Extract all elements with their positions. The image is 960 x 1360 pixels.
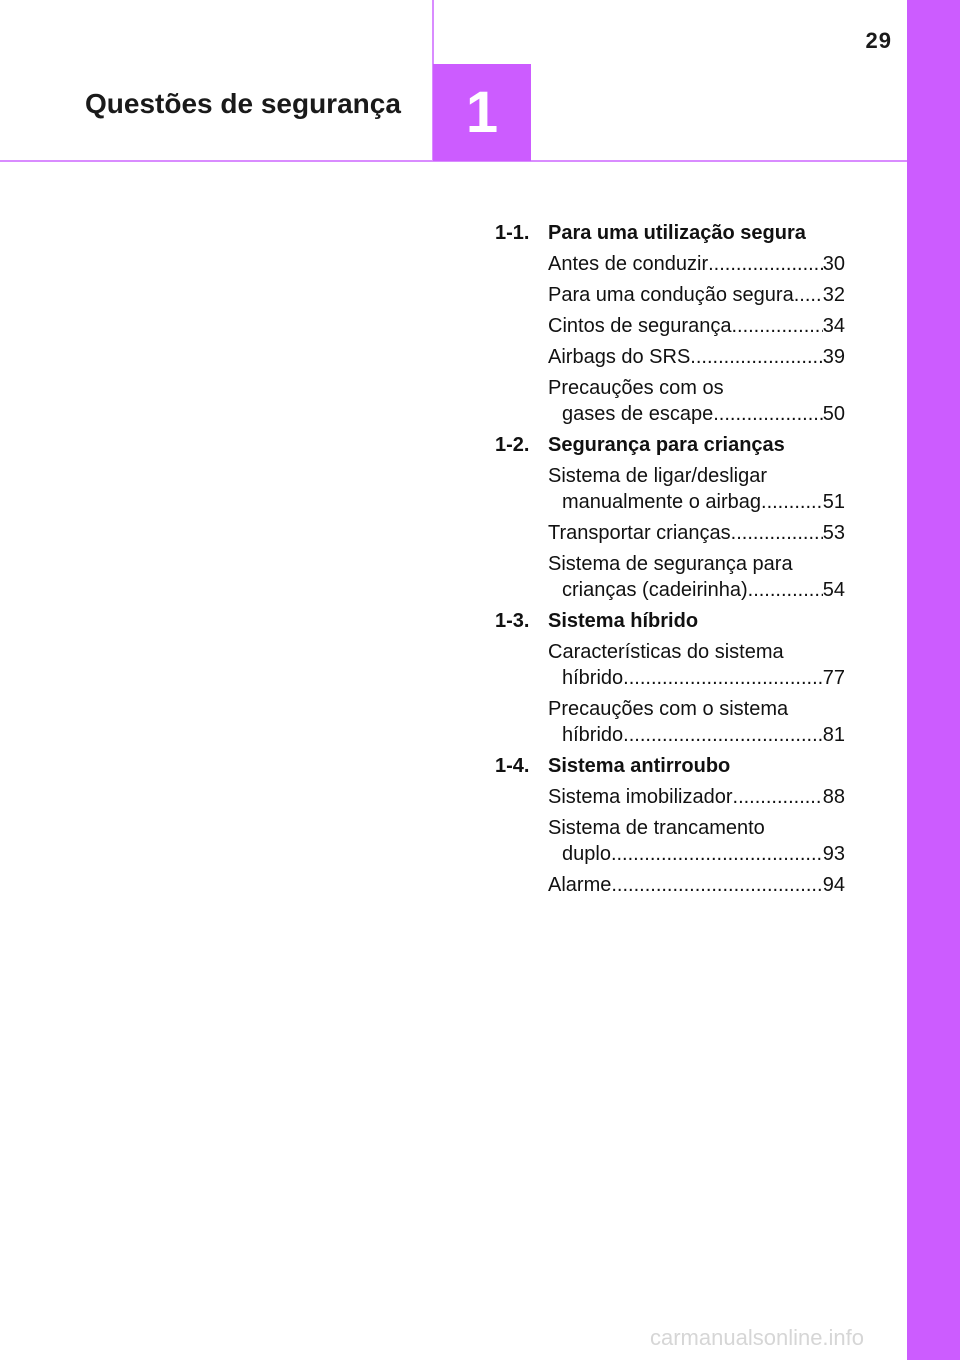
- toc-entry-title: gases de escape: [562, 403, 714, 425]
- toc-entry-page-number: 88: [822, 786, 845, 808]
- toc-entry-page-number: 50: [822, 403, 845, 425]
- toc-entry-page-number: 77: [822, 667, 845, 689]
- toc-entry-line: [548, 463, 845, 489]
- toc-section-heading[interactable]: [495, 220, 845, 246]
- toc-entry-line: [548, 401, 845, 427]
- toc-entry-title: híbrido: [562, 667, 624, 689]
- toc-section-number: 1-3.: [495, 610, 530, 632]
- toc-section-number: 1-2.: [495, 434, 530, 456]
- toc-entry-page-number: 51: [822, 491, 845, 513]
- toc-entry-title: Precauções com o sistema: [548, 698, 789, 720]
- toc-entry-line: [548, 551, 845, 577]
- dot-leader: [713, 401, 823, 427]
- toc-entry-line: [548, 344, 845, 370]
- toc-entry[interactable]: [548, 313, 845, 339]
- toc-entry-line: [548, 375, 845, 401]
- toc-entry-title: Airbags do SRS: [548, 346, 691, 368]
- toc-entry-title: crianças (cadeirinha): [562, 579, 748, 601]
- toc-entry-line: [548, 815, 845, 841]
- toc-entry-page-number: 30: [822, 253, 845, 275]
- toc-entry-page-number: 54: [822, 579, 845, 601]
- dot-leader: [623, 665, 823, 691]
- toc-entry-line: [548, 577, 845, 603]
- toc-section: [495, 753, 845, 898]
- toc-section-title: Sistema antirroubo: [548, 755, 731, 777]
- toc-entry-title: manualmente o airbag: [562, 491, 762, 513]
- dot-leader: [731, 520, 823, 546]
- chapter-number: 1: [465, 80, 499, 145]
- toc-entry[interactable]: [548, 375, 845, 427]
- dot-leader: [623, 722, 823, 748]
- toc-entry-title: Precauções com os: [548, 377, 724, 399]
- dot-leader: [733, 784, 823, 810]
- toc-section: [495, 608, 845, 748]
- toc-entry-line: [548, 841, 845, 867]
- toc-entry-line: [548, 313, 845, 339]
- toc-entry-page-number: 94: [822, 874, 845, 896]
- toc-entry[interactable]: [548, 551, 845, 603]
- toc-entry-page-number: 39: [822, 346, 845, 368]
- chapter-side-tab: [907, 0, 960, 1360]
- toc-entry-line: [548, 784, 845, 810]
- table-of-contents: [495, 220, 845, 903]
- toc-entry-line: [548, 520, 845, 546]
- toc-section-heading[interactable]: [495, 753, 845, 779]
- toc-entry-line: [548, 251, 845, 277]
- toc-entry-page-number: 32: [822, 284, 845, 306]
- toc-entry-page-number: 34: [822, 315, 845, 337]
- dot-leader: [611, 872, 822, 898]
- dot-leader: [748, 577, 823, 603]
- toc-section: [495, 432, 845, 603]
- toc-entry[interactable]: [548, 815, 845, 867]
- toc-entry-title: Sistema de ligar/desligar: [548, 465, 767, 487]
- toc-entry-title: duplo: [562, 843, 611, 865]
- toc-section-title: Sistema híbrido: [548, 610, 699, 632]
- toc-entry-line: [548, 489, 845, 515]
- toc-entry[interactable]: [548, 639, 845, 691]
- toc-entry-line: [548, 696, 845, 722]
- toc-entry[interactable]: [548, 784, 845, 810]
- toc-entry-line: [548, 722, 845, 748]
- toc-entry[interactable]: [548, 251, 845, 277]
- toc-section: [495, 220, 845, 427]
- toc-entry-line: [548, 639, 845, 665]
- toc-section-title: Segurança para crianças: [548, 434, 785, 456]
- toc-entry-title: híbrido: [562, 724, 624, 746]
- toc-entry-title: Características do sistema: [548, 641, 784, 663]
- toc-entry[interactable]: [548, 696, 845, 748]
- toc-entry-title: Cintos de segurança: [548, 315, 732, 337]
- dot-leader: [731, 313, 822, 339]
- toc-section-heading[interactable]: [495, 608, 845, 634]
- toc-entry-line: [548, 282, 845, 308]
- page-number: 29: [865, 28, 892, 53]
- dot-leader: [611, 841, 823, 867]
- toc-entry-line: [548, 665, 845, 691]
- toc-entry-title: Sistema imobilizador: [548, 786, 733, 808]
- toc-entry-title: Sistema de segurança para: [548, 553, 793, 575]
- toc-entry[interactable]: [548, 520, 845, 546]
- chapter-title: Questões de segurança: [85, 88, 401, 119]
- toc-entry-title: Sistema de trancamento: [548, 817, 765, 839]
- toc-entry-list: [548, 784, 845, 898]
- toc-entry-page-number: 93: [822, 843, 845, 865]
- toc-entry-page-number: 81: [822, 724, 845, 746]
- toc-entry[interactable]: [548, 344, 845, 370]
- dot-leader: [690, 344, 822, 370]
- toc-entry-title: Antes de conduzir: [548, 253, 709, 275]
- toc-entry[interactable]: [548, 872, 845, 898]
- toc-entry-page-number: 53: [822, 522, 845, 544]
- chapter-number-box: [433, 64, 531, 161]
- toc-entry-line: [548, 872, 845, 898]
- toc-entry-title: Alarme: [548, 874, 612, 896]
- toc-entry-title: Para uma condução segura: [548, 284, 794, 306]
- dot-leader: [708, 251, 823, 277]
- toc-entry-list: [548, 251, 845, 427]
- toc-entry[interactable]: [548, 282, 845, 308]
- toc-entry-list: [548, 639, 845, 748]
- toc-entry[interactable]: [548, 463, 845, 515]
- watermark: carmanualsonline.info: [650, 1325, 865, 1350]
- toc-entry-list: [548, 463, 845, 603]
- toc-section-number: 1-4.: [495, 755, 530, 777]
- toc-section-title: Para uma utilização segura: [548, 222, 806, 244]
- toc-section-number: 1-1.: [495, 222, 530, 244]
- toc-entry-title: Transportar crianças: [548, 522, 731, 544]
- dot-leader: [761, 489, 823, 515]
- dot-leader: [794, 282, 823, 308]
- toc-section-heading[interactable]: [495, 432, 845, 458]
